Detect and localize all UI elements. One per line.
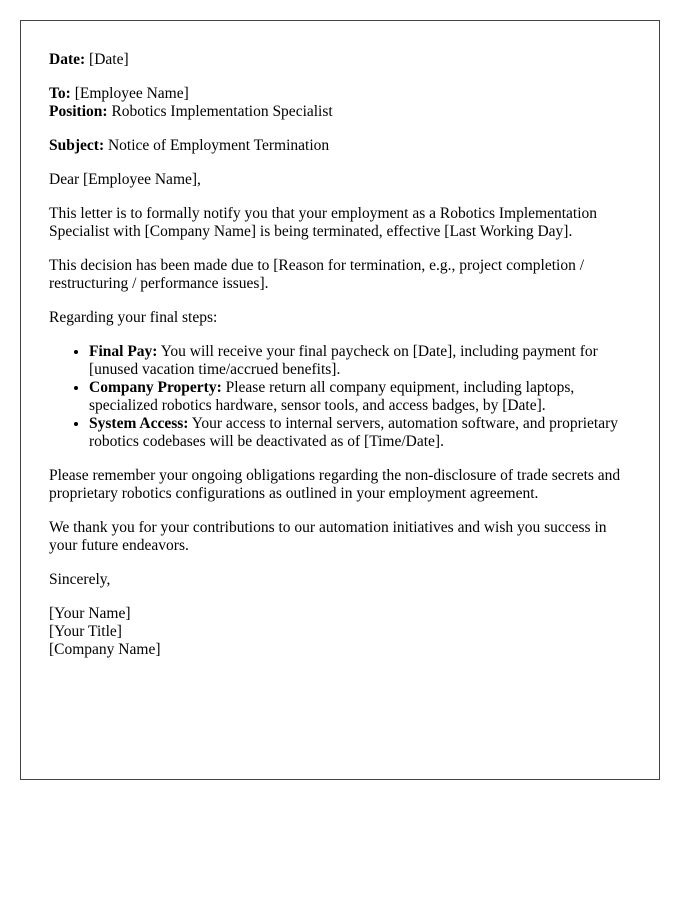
step-text: You will receive your final paycheck on [Date], including payment for [unused vacation time/accrued benefits]. (89, 343, 598, 378)
to-label: To: (49, 85, 71, 102)
steps-list (49, 343, 631, 451)
step-text: Your access to internal servers, automation software, and proprietary robotics codebases will be deactivated as of [Time/Date]. (89, 415, 619, 450)
subject-value: Notice of Employment Termination (107, 137, 330, 154)
position-value: Robotics Implementation Specialist (111, 103, 333, 120)
subject-line (49, 137, 631, 155)
signature-title: [Your Title] (49, 623, 122, 640)
step-item-system-access (89, 415, 631, 451)
subject-label: Subject: (49, 137, 105, 154)
paragraph-notice: This letter is to formally notify you that your employment as a Robotics Implementation Specialist with [Company Name] is being terminated, effective [Last Working Day]. (49, 205, 597, 240)
to-line (49, 85, 631, 103)
to-value: [Employee Name] (74, 85, 189, 102)
recipient-block (49, 85, 631, 121)
paragraph-reason: This decision has been made due to [Reason for termination, e.g., project completion / restructuring / performance issues]. (49, 257, 585, 292)
closing: Sincerely, (49, 571, 111, 588)
position-label: Position: (49, 103, 108, 120)
paragraph-thanks: We thank you for your contributions to our automation initiatives and wish you success in your future endeavors. (49, 519, 607, 554)
step-item-company-property (89, 379, 631, 415)
step-label: Final Pay: (89, 343, 158, 360)
date-value: [Date] (89, 51, 129, 68)
step-item-final-pay (89, 343, 631, 379)
position-line (49, 103, 631, 121)
letter-page (20, 20, 660, 780)
signature-block (49, 605, 631, 659)
date-label: Date: (49, 51, 86, 68)
signature-company: [Company Name] (49, 641, 161, 658)
signature-name: [Your Name] (49, 605, 131, 622)
steps-intro: Regarding your final steps: (49, 309, 218, 326)
date-line (49, 51, 631, 69)
step-label: Company Property: (89, 379, 222, 396)
step-label: System Access: (89, 415, 189, 432)
salutation: Dear [Employee Name], (49, 171, 201, 188)
step-text: Please return all company equipment, including laptops, specialized robotics hardware, sensor tools, and access badges, by [Date]. (89, 379, 575, 414)
paragraph-obligations: Please remember your ongoing obligations regarding the non-disclosure of trade secrets and proprietary robotics configurations as outlined in your employment agreement. (49, 467, 621, 502)
